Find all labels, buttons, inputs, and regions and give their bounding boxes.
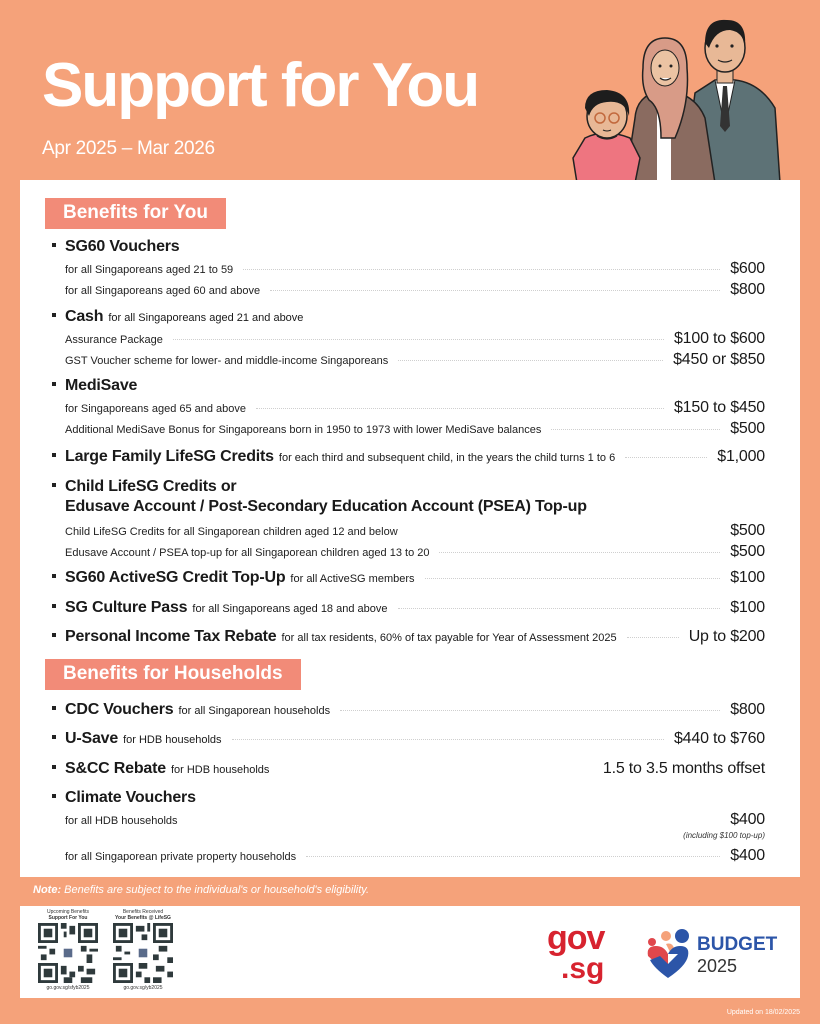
item-child-lifesg-credits [52,477,765,517]
benefit-value: $800 [730,701,765,718]
item-personal-income-tax-rebate [52,627,765,646]
item-u-save [52,729,765,748]
benefit-value: $100 [730,569,765,586]
page-title: Support for You [42,51,479,120]
sub-row [65,419,765,438]
item-title: SG60 ActiveSG Credit Top-Up [65,569,286,586]
item-desc: for HDB households [123,734,222,746]
dotted-leader [306,856,720,857]
benefit-value: $100 [730,599,765,616]
item-title-line [52,477,765,497]
sub-row [65,810,765,829]
sub-row [65,846,765,865]
budget-heart-icon [644,928,692,980]
item-title: S&CC Rebate [65,760,166,777]
period-subtitle: Apr 2025 – Mar 2026 [42,138,215,159]
item-title-line [52,497,765,517]
bullet-icon [52,483,56,487]
bullet-icon [52,633,56,637]
budget-logo-text: BUDGET [697,934,778,955]
dotted-leader [340,710,720,711]
bullet-icon [52,382,56,386]
benefit-value: Up to $200 [688,628,765,645]
qr-label: Your Benefits @ LifeSG [115,915,171,921]
sub-row [65,398,765,417]
qr-block-your-benefits [108,909,178,991]
dotted-leader [425,578,721,579]
benefit-value: $400 [730,847,765,864]
bullet-icon [52,735,56,739]
sub-text: Edusave Account / PSEA top-up for all Singaporean children aged 13 to 20 [65,547,430,559]
benefit-value: $800 [730,281,765,298]
qr-url[interactable]: go.gov.sg/yb2025 [123,985,163,991]
note-label: Note: [33,884,62,896]
sub-text: Additional MediSave Bonus for Singaporeans born in 1950 to 1973 with lower MediSave balances [65,424,542,436]
sub-row [65,542,765,561]
bullet-icon [52,243,56,247]
item-title: CDC Vouchers [65,701,174,718]
dotted-leader [398,360,663,361]
dotted-leader [256,408,664,409]
sub-row [65,350,765,369]
qr-label: Support For You [48,915,88,921]
item-cdc-vouchers [52,700,765,719]
qr-block-support-for-you [33,909,103,991]
item-desc: for all ActiveSG members [290,573,415,585]
benefit-value: $450 or $850 [673,351,765,368]
item-desc: for all tax residents, 60% of tax payable for Year of Assessment 2025 [281,632,617,644]
item-desc: for all Singaporean households [178,705,331,717]
item-title: Personal Income Tax Rebate [65,628,277,645]
sub-row [65,329,765,348]
bullet-icon [52,706,56,710]
item-desc: for HDB households [170,764,270,776]
dotted-leader [551,429,720,430]
boy-figure [573,90,640,183]
item-sg60-vouchers [52,237,765,256]
item-climate-vouchers [52,788,765,807]
bullet-icon [52,453,56,457]
dotted-leader [173,339,664,340]
benefit-value: $1,000 [717,448,765,465]
sub-row [65,521,765,540]
item-title: Edusave Account / Post-Secondary Education Account (PSEA) Top-up [65,498,587,515]
header [0,0,820,180]
item-title: Cash [65,308,104,325]
bullet-icon [52,765,56,769]
sub-text: for all Singaporeans aged 21 to 59 [65,264,234,276]
benefit-value: $150 to $450 [673,399,765,416]
benefits-card [20,180,800,877]
sub-row [65,280,765,299]
dotted-leader [243,269,720,270]
gov-logo-text: gov [547,919,605,957]
dotted-leader [270,290,720,291]
footer-card [20,906,800,998]
item-title: Large Family LifeSG Credits [65,448,274,465]
sub-row [65,259,765,278]
qr-code-icon[interactable] [113,923,173,983]
updated-date: Updated on 18/02/2025 [726,1009,800,1016]
qr-label: Upcoming Benefits [47,909,89,915]
item-sg60-activesg-credit-top-up [52,568,765,587]
sub-text: for all Singaporeans aged 60 and above [65,285,261,297]
item-cash [52,307,765,326]
sub-text: for all Singaporean private property households [65,851,297,863]
dotted-leader [439,552,720,553]
value-note: (including $100 top-up) [683,831,765,840]
benefit-value: $500 [730,522,765,539]
benefit-value: 1.5 to 3.5 months offset [602,760,765,777]
benefit-value: $500 [730,420,765,437]
sub-text: Child LifeSG Credits for all Singaporean children aged 12 and below [65,526,398,538]
sub-text: for Singaporeans aged 65 and above [65,403,247,415]
section-tag-benefits-for-households: Benefits for Households [45,659,301,690]
budget-logo-text: 2025 [697,956,738,976]
qr-code-icon[interactable] [38,923,98,983]
gov-sg-logo [547,919,605,985]
qr-label: Benefits Received [122,909,164,915]
item-desc: for all Singaporeans aged 21 and above [108,312,304,324]
budget-2025-logo [697,934,777,977]
bullet-icon [52,604,56,608]
family-illustration [565,8,785,183]
gov-logo-text: .sg [561,952,605,985]
benefit-value: $100 to $600 [673,330,765,347]
item-desc: for each third and subsequent child, in the years the child turns 1 to 6 [278,452,616,464]
item-medisave [52,376,765,395]
bullet-icon [52,313,56,317]
note-text: Benefits are subject to the individual's or household's eligibility. [64,884,370,896]
sub-text: GST Voucher scheme for lower- and middle-income Singaporeans [65,355,389,367]
benefit-value: $500 [730,543,765,560]
item-large-family-lifesg-credits [52,447,765,466]
item-title: MediSave [65,377,138,394]
benefit-value: $600 [730,260,765,277]
item-scc-rebate [52,759,765,778]
dotted-leader [627,637,679,638]
sub-text: Assurance Package [65,334,163,346]
sub-text: for all HDB households [65,815,178,827]
dotted-leader [398,608,721,609]
item-title: Climate Vouchers [65,789,196,806]
benefit-value: $440 to $760 [673,730,765,747]
dotted-leader [625,457,707,458]
dotted-leader [232,739,664,740]
bullet-icon [52,794,56,798]
qr-url[interactable]: go.gov.sg/sfyb2025 [46,985,90,991]
benefit-value: $400 [730,811,765,828]
item-sg-culture-pass [52,598,765,617]
bullet-icon [52,574,56,578]
item-title: U-Save [65,730,119,747]
item-title: Child LifeSG Credits or [65,478,237,495]
item-title: SG Culture Pass [65,599,188,616]
item-title: SG60 Vouchers [65,238,180,255]
item-desc: for all Singaporeans aged 18 and above [192,603,388,615]
section-tag-benefits-for-you: Benefits for You [45,198,226,229]
eligibility-note [33,883,369,897]
